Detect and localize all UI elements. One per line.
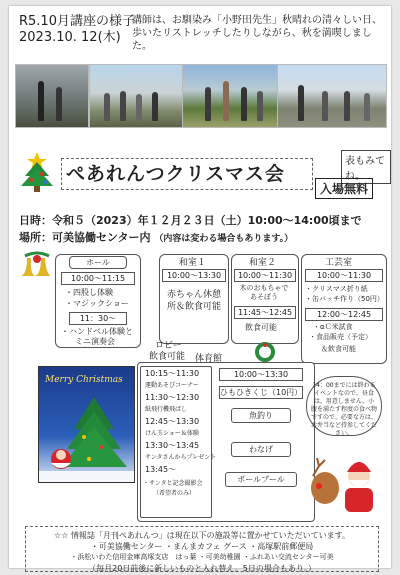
gym-line-6: けん玉ショー＆体験 (145, 430, 199, 437)
gym-line-2: 運動あそびコーナー (145, 382, 200, 389)
event-datetime: 日時：令和５（2023）年１２月２３日（土）10:00～14:00頃まで (19, 214, 362, 227)
games-time: 10:00～13:30 (219, 368, 303, 381)
photo-stretching-2 (89, 64, 183, 128)
photo-stretching-4 (277, 64, 387, 128)
gym-line-7: 13:30～13:45 (145, 441, 200, 450)
washitsu2-time-2: 11:45～12:45 (234, 306, 296, 319)
lobby-body: 飲食可能 (149, 352, 186, 362)
games-fishing: 魚釣り (231, 408, 291, 423)
photo-stretching-3 (182, 64, 278, 128)
see-front-note: 表もみてね。 (341, 150, 391, 184)
hall-item-4: ミニ演奏会 (75, 337, 115, 346)
report-date: 2023.10. 12(木) (19, 30, 121, 45)
photo-stretching-1 (15, 64, 89, 128)
gym-line-9: 13:45～ (145, 465, 177, 474)
christmas-tree-icon (17, 150, 57, 198)
hall-time-2: 11：30～ (69, 312, 127, 325)
flyer-page (9, 6, 391, 573)
banner-line-3: ・浜松いわた信用金庫高塚支店 はっ葉 ・可美幼稚園 ・ふれあい交流センター可美 (70, 553, 334, 561)
event-title-frame (61, 158, 313, 190)
washitsu1-time: 10:00～13:30 (162, 269, 226, 282)
washitsu2-body-1: 木のおもちゃであそぼう (239, 284, 289, 301)
kougei-name: 工芸室 (325, 258, 353, 268)
lobby-name: ロビー (155, 341, 182, 351)
games-ringtoss: わなげ (231, 442, 291, 457)
lunch-note-bubble: 14：00までには終わるイベントなので、昼食は、用意しません。小腹を満たす程度の食べ物ですので、必要な方は、お弁当など持参してください。 (306, 376, 382, 436)
banner-line-2: ・可美協働センター ・まんまカフェ グース ・高塚駅前郵便局 (90, 542, 314, 551)
gym-tail-1: ・サンタと記念撮影会 (143, 480, 203, 487)
event-title: ぺあれんつクリスマス会 (66, 163, 285, 185)
hall-item-3: ・ハンドベル体験と (61, 327, 133, 336)
gym-line-1: 10:15～11:30 (145, 369, 200, 378)
gym-line-8: サンタさんからプレゼント (145, 454, 217, 461)
report-intro: 講師は、お馴染み「小野田先生」秋晴れの清々しい日、歩いたリストレッチしたりしながら、秋を満喫しました。 (132, 15, 382, 52)
washitsu1-body: 赤ちゃん休憩所＆飲食可能 (167, 290, 222, 312)
washitsu2-time-1: 10:00～11:30 (234, 269, 296, 282)
gym-line-3: 11:30～12:30 (145, 393, 200, 402)
hall-time-1: 10:00～11:15 (61, 272, 135, 285)
gym-name: 体育館 (195, 354, 223, 364)
games-lottery: ひもひきくじ（10円） (220, 388, 303, 397)
kougei-tail: ＆飲食可能 (321, 345, 356, 353)
report-title: R5.10月講座の様子 (19, 14, 135, 29)
games-ballpool: ボールプール (225, 472, 297, 487)
hall-name: ホール (69, 256, 127, 269)
bell-icon (19, 252, 55, 286)
admission-free-badge: 入場無料 (315, 178, 373, 199)
hall-item-2: ・マジックショー (65, 299, 129, 308)
christmas-card-title: Merry Christmas (45, 375, 123, 385)
info-banner (25, 526, 379, 572)
kougei-item-4: ・食品販売（予定） (309, 333, 372, 341)
kougei-item-1: ・クリスマス折り紙 (305, 285, 368, 293)
hall-item-1: ・四股し体験 (65, 288, 113, 297)
banner-line-4: （毎月20日前後に新しいものと入れ替え。5日の場合もあり。） (88, 564, 316, 573)
gym-line-5: 12:45～13:30 (145, 417, 200, 426)
santa-reindeer-illustration (305, 436, 385, 520)
gym-tail-2: （希望者のみ） (153, 490, 196, 497)
gym-line-4: 紙飛行機飛ばし (145, 406, 188, 413)
washitsu1-name: 和室１ (179, 258, 207, 268)
kougei-time-1: 10:00～11:30 (305, 269, 383, 282)
washitsu2-body-2: 飲食可能 (245, 323, 277, 332)
event-place-line (19, 229, 293, 245)
kougei-item-3: ・αＣ米試食 (313, 323, 353, 331)
christmas-card-illustration (38, 366, 135, 483)
event-place-note: （内容は変わる場合もあります。） (154, 234, 294, 244)
banner-line-1: ☆☆ 情報誌「月刊ぺあれんつ」は現在以下の施設等に置かせていただいています。 (53, 531, 351, 540)
washitsu2-name: 和室２ (249, 258, 277, 268)
kougei-time-2: 12:00～12:45 (305, 308, 383, 321)
kougei-item-2: ・缶バッチ作り（50円） (305, 295, 384, 303)
event-place: 場所：可美協働センター内 (19, 231, 151, 244)
